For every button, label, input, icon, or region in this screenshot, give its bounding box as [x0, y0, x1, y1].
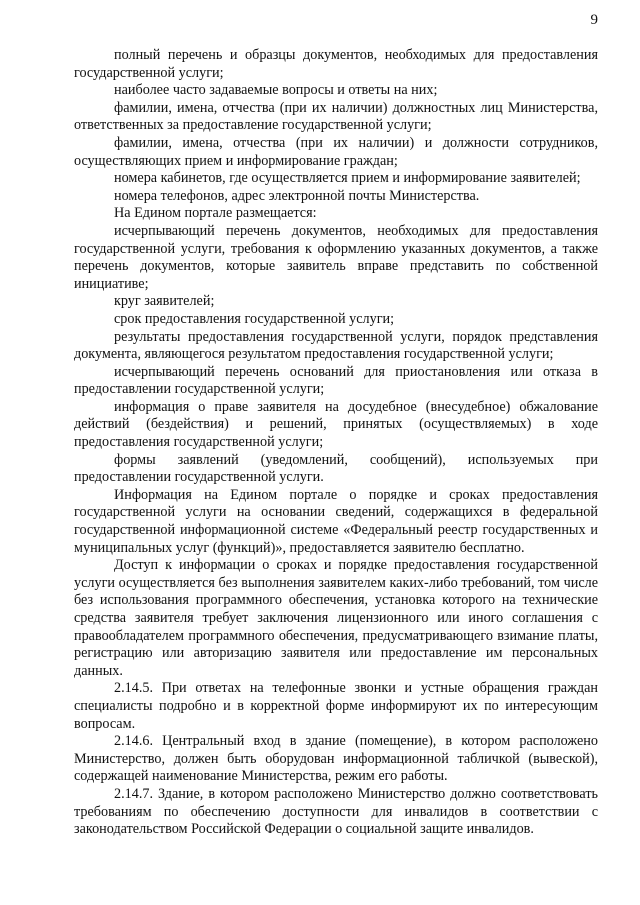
paragraph: срок предоставления государственной услуги; — [114, 310, 395, 327]
paragraph: 2.14.7. Здание, в котором расположено Министерство должно соответствовать требованиям по обеспечению доступности для инвалидов в соответствии с законодательством Российской Федерации о социальной защите инвалидов. — [74, 785, 598, 838]
paragraph: 2.14.6. Центральный вход в здание (помещение), в котором расположено Министерство, должен быть оборудован информационной табличкой (вывеской), содержащей наименование Министерства, режим его работы. — [74, 733, 598, 785]
paragraph: фамилии, имена, отчества (при их наличии) должностных лиц Министерства, ответственных за предоставление государственной услуги; — [74, 99, 598, 134]
paragraph: фамилии, имена, отчества (при их наличии) и должности сотрудников, осуществляющих прием и информирование граждан; — [74, 134, 598, 169]
paragraph: круг заявителей; — [114, 293, 215, 310]
paragraph: полный перечень и образцы документов, необходимых для предоставления государственной услуги; — [74, 47, 598, 81]
paragraph: На Едином портале размещается: — [114, 205, 317, 222]
paragraph: информация о праве заявителя на досудебное (внесудебное) обжалование действий (бездействия) и решений, принятых (осуществляемых) в ходе предоставления государственной услуги; — [74, 398, 598, 451]
paragraph: номера кабинетов, где осуществляется прием и информирование заявителей; — [114, 170, 581, 187]
paragraph: 2.14.5. При ответах на телефонные звонки и устные обращения граждан специалисты подробно и в корректной форме информируют их по интересующим вопросам. — [74, 680, 598, 732]
paragraph: формы заявлений (уведомлений, сообщений), используемых при предоставлении государственной услуги. — [74, 451, 598, 486]
paragraph: наиболее часто задаваемые вопросы и ответы на них; — [114, 82, 438, 99]
paragraph: исчерпывающий перечень оснований для приостановления или отказа в предоставлении государственной услуги; — [74, 363, 598, 398]
paragraph: исчерпывающий перечень документов, необходимых для предоставления государственной услуги, требования к оформлению указанных документов, а также перечень документов, которые заявитель вправе представить по собственной инициативе; — [74, 222, 598, 292]
paragraph: результаты предоставления государственной услуги, порядок представления документа, являющегося результатом предоставления государственной услуги; — [74, 328, 598, 363]
page-number: 9 — [590, 12, 598, 28]
paragraph: Доступ к информации о сроках и порядке предоставления государственной услуги осуществляется без выполнения заявителем каких-либо требований, том числе без использования программного обеспечения, установка которого на технические средства заявителя требует заключения лицензионного или иного соглашения с правообладателем программного обеспечения, предусматривающего взимание платы, регистрацию или авторизацию заявителя или предоставление им персональных данных. — [74, 557, 598, 679]
document-body — [74, 47, 598, 839]
paragraph: номера телефонов, адрес электронной почты Министерства. — [114, 187, 480, 204]
paragraph: Информация на Едином портале о порядке и сроках предоставления государственной услуги на основании сведений, содержащихся в федеральной государственной информационной системе «Федеральный реестр государственных и муниципальных услуг (функций)», предоставляется заявителю бесплатно. — [74, 486, 598, 556]
